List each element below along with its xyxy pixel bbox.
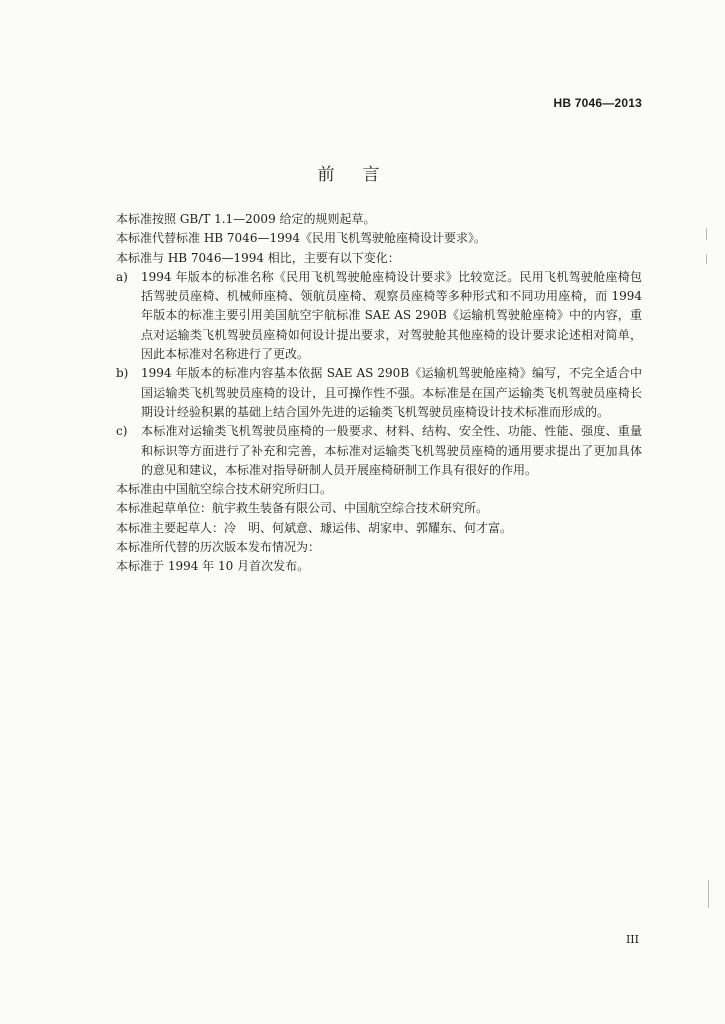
page-number: III bbox=[625, 933, 639, 946]
list-text: 1994 年版本的标准名称《民用飞机驾驶舱座椅设计要求》比较宽泛。民用飞机驾驶舱座椅包括驾驶员座椅、机械师座椅、领航员座椅、观察员座椅等多种形式和不同功用座椅，而 1994 年版本的标准主要引用美国航空宇航标准 SAE AS 290B《运输机驾驶舱座椅》中的内容，重点对运输类飞机驾驶员座椅如何设计提出要求，对驾驶舱其他座椅的设计要求论述相对简单，因此本标准对名称进行了更改。 bbox=[141, 269, 642, 362]
paragraph: 本标准所代替的历次版本发布情况为： bbox=[116, 540, 321, 555]
document-body bbox=[116, 210, 642, 577]
list-text: 1994 年版本的标准内容基本依据 SAE AS 290B《运输机驾驶舱座椅》编写，不完全适合中国运输类飞机驾驶员座椅的设计，且可操作性不强。本标准是在国产运输类飞机驾驶员座椅长期设计经验积累的基础上结合国外先进的运输类飞机驾驶员座椅设计技术标准而形成的。 bbox=[141, 366, 642, 419]
list-item bbox=[116, 364, 642, 422]
scan-margin-mark bbox=[706, 228, 707, 240]
list-text: 本标准对运输类飞机驾驶员座椅的一般要求、材料、结构、安全性、功能、性能、强度、重量和标识等方面进行了补充和完善，本标准对运输类飞机驾驶员座椅的通用要求提出了更加具体的意见和建议，本标准对指导研制人员开展座椅研制工作具有很好的作用。 bbox=[141, 424, 642, 477]
scan-margin-mark bbox=[706, 254, 707, 264]
paragraph: 本标准代替标准 HB 7046—1994《民用飞机驾驶舱座椅设计要求》。 bbox=[116, 231, 486, 246]
paragraph: 本标准起草单位：航宇救生装备有限公司、中国航空综合技术研究所。 bbox=[116, 501, 489, 516]
list-marker: a) bbox=[116, 269, 128, 284]
paragraph: 本标准与 HB 7046—1994 相比，主要有以下变化： bbox=[116, 250, 400, 265]
paragraph: 本标准按照 GB/T 1.1—2009 给定的规则起草。 bbox=[116, 212, 376, 226]
page-title: 前言 bbox=[317, 165, 408, 185]
list-marker: b) bbox=[116, 366, 129, 381]
document-number: HB 7046—2013 bbox=[553, 96, 642, 110]
list-marker: c) bbox=[116, 424, 128, 439]
list-item bbox=[116, 422, 642, 480]
paragraph: 本标准由中国航空综合技术研究所归口。 bbox=[116, 482, 333, 497]
paragraph: 本标准于 1994 年 10 月首次发布。 bbox=[116, 559, 310, 574]
list-item bbox=[116, 268, 642, 364]
scan-margin-mark bbox=[708, 880, 709, 908]
paragraph: 本标准主要起草人：冷 明、何斌意、璩运伟、胡家申、郭耀东、何才富。 bbox=[116, 520, 513, 535]
